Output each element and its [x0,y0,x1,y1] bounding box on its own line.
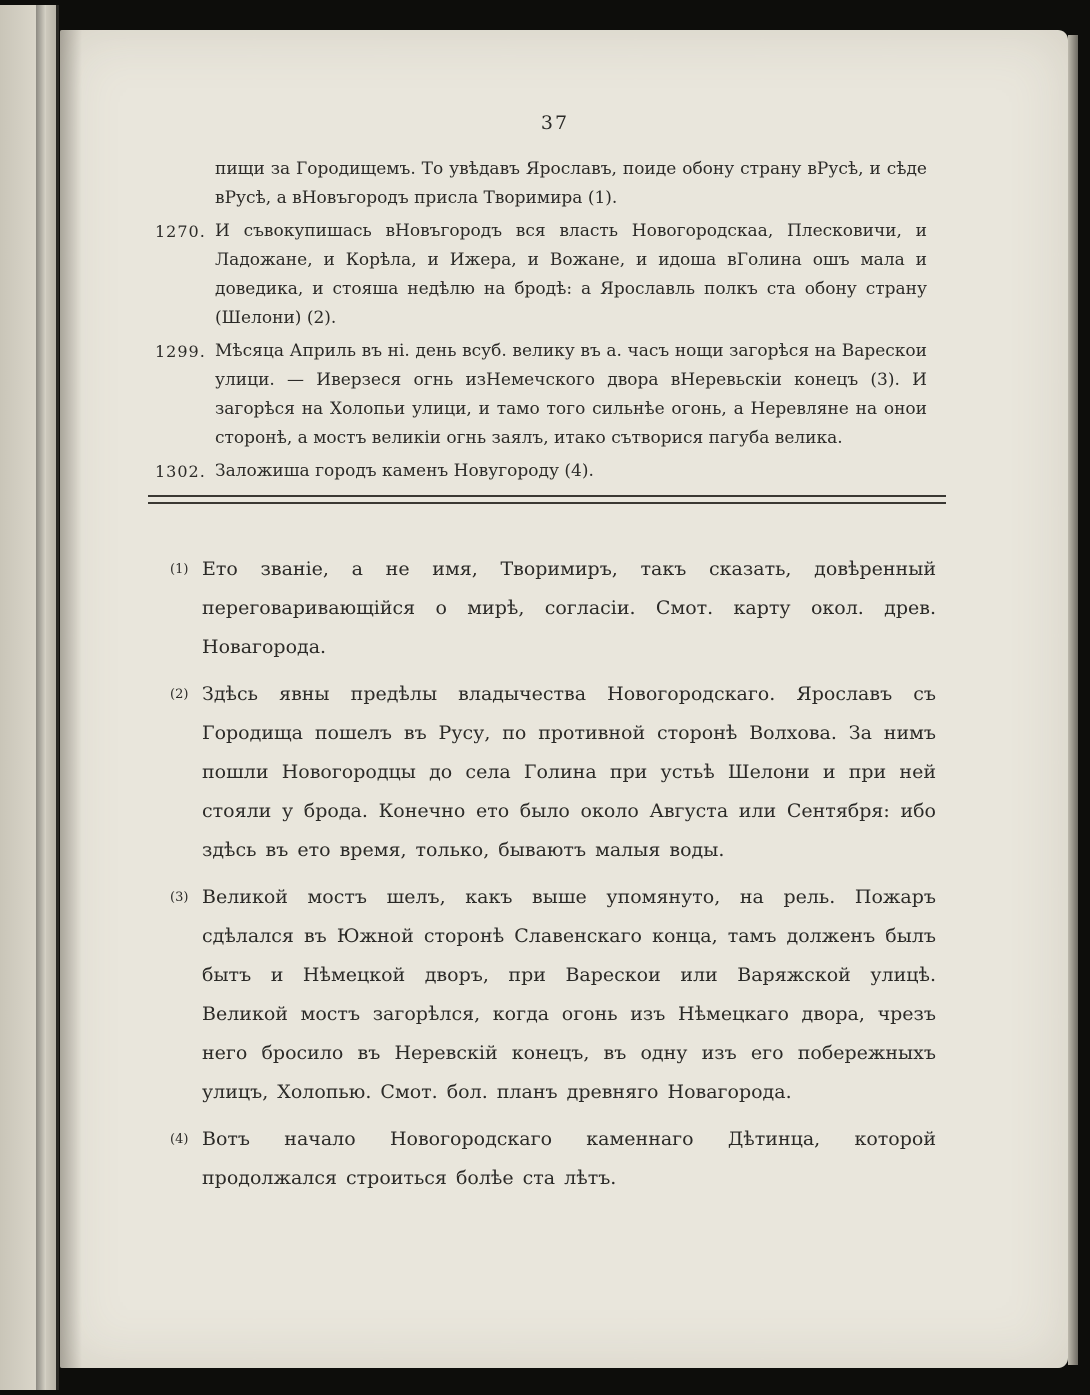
footnote [170,550,936,667]
footnote-text: Ето званіе, а не имя, Творимиръ, такъ сказать, довѣренный переговаривающійся о мирѣ, согласіи. Смот. карту окол. древ. Новагорода. [202,558,936,658]
previous-page-edge [0,5,59,1390]
entry-text: И съвокупишась вНовъгородъ вся власть Новогородскаа, Плесковичи, и Ладожане, и Корѣла, и Ижера, и Вожане, и идоша вГолина ошъ мала и доведика, и стояша недѣлю на бродѣ: а Ярославль полкъ ста обону страну (Шелони) (2). [215,221,927,328]
footnote-text: Здѣсь явны предѣлы владычества Новогородскаго. Ярославъ съ Городища пошелъ въ Русу, по противной сторонѣ Волхова. За нимъ пошли Новогородцы до села Голина при устьѣ Шелони и при ней стояли у брода. Конечно ето было около Августа или Сентября: ибо здѣсь въ ето время, только, бываютъ малыя воды. [202,683,936,861]
entry-text: Мѣсяца Априль въ ні. день всуб. велику въ а. часъ нощи загорѣся на Варескои улици. — Иверзеся огнь изНемечского двора вНеревьскіи конецъ (3). И загорѣся на Холопьи улици, и тамо того сильнѣе огонь, а Неревляне на онои сторонѣ, а мостъ великіи огнь заялъ, итако сътворися пагуба велика. [215,341,927,448]
chronicle-entry [155,457,935,486]
page-number: 37 [540,112,570,134]
footnote-marker: (1) [170,562,189,577]
entry-text: Заложиша городъ каменъ Новугороду (4). [215,461,594,481]
chronicle-entry [155,217,935,333]
footnote-text: Великой мостъ шелъ, какъ выше упомянуто, на рель. Пожаръ сдѣлался въ Южной сторонѣ Славенскаго конца, тамъ долженъ былъ бытъ и Нѣмецкой дворъ, при Варескои или Варяжской улицѣ. Великой мостъ загорѣлся, когда огонь изъ Нѣмецкаго двора, чрезъ него бросило въ Неревскій конецъ, въ одну изъ его побережныхъ улицъ, Холопью. Смот. бол. планъ древняго Новагорода. [202,886,936,1103]
entry-year: 1270. [155,222,206,241]
chronicle-entries [155,155,935,490]
footnotes [170,550,936,1206]
previous-page-shadow [36,5,46,1390]
page-stack-edge [1068,35,1078,1365]
footnote [170,1120,936,1198]
book-page [60,30,1068,1368]
footnote-text: Вотъ начало Новогородскаго каменнаго Дѣтинца, которой продолжался строиться болѣе ста лѣтъ. [202,1128,936,1189]
footnote-marker: (2) [170,687,189,702]
footnote [170,675,936,870]
footnote-marker: (3) [170,890,189,905]
footnote-marker: (4) [170,1132,189,1147]
double-rule-divider [148,495,946,504]
chronicle-entry [155,155,935,213]
entry-text: пищи за Городищемъ. То увѣдавъ Ярославъ, поиде обону страну вРусѣ, и сѣде вРусѣ, а вНовъгородъ присла Творимира (1). [215,159,927,208]
page-gutter-shadow [60,30,82,1368]
footnote [170,878,936,1112]
entry-year: 1299. [155,342,206,361]
entry-year: 1302. [155,462,206,481]
chronicle-entry [155,337,935,453]
